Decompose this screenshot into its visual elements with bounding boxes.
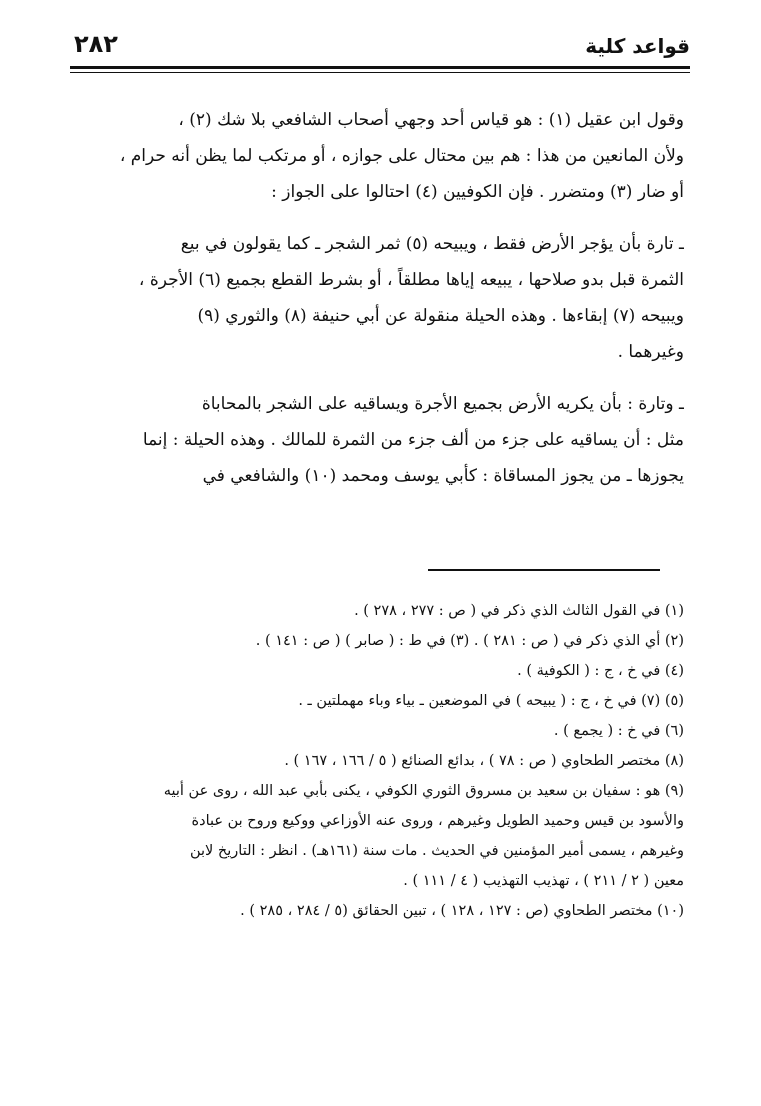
text-line: ولأن المانعين من هذا : هم بين محتال على جوازه ، أو مرتكب لما يظن أنه حرام ، (119, 146, 684, 166)
text-line: ـ وتارة : بأن يكريه الأرض بجميع الأجرة ويساقيه على الشجر بالمحاباة (201, 394, 684, 414)
footnote-9-cont: والأسود بن قيس وحميد الطويل وغيرهم ، وروى عنه الأوزاعي ووكيع وروح بن عبادة (191, 813, 684, 829)
page-number: ٢٨٢ (74, 30, 118, 58)
footnote-9-cont: وغيرهم ، يسمى أمير المؤمنين في الحديث . مات سنة (١٦١هـ) . انظر : التاريخ لابن (189, 843, 684, 859)
footnote-9: (٩) هو : سفيان بن سعيد بن مسروق الثوري الكوفي ، يكنى بأبي عبد الله ، روى عن أبيه (163, 783, 684, 799)
footnote-10: (١٠) مختصر الطحاوي (ص : ١٢٧ ، ١٢٨ ) ، تبين الحقائق (٥ / ٢٨٤ ، ٢٨٥ ) . (240, 903, 684, 919)
footnote-9-cont: معين ( ٢ / ٢١١ ) ، تهذيب التهذيب ( ٤ / ١١١ ) . (403, 873, 684, 889)
footnotes (84, 596, 684, 926)
text-line: ويبيحه (٧) إبقاءها . وهذه الحيلة منقولة عن أبي حنيفة (٨) والثوري (٩) (197, 306, 684, 326)
text-line: أو ضار (٣) ومتضرر . فإن الكوفيين (٤) احتالوا على الجواز : (271, 182, 684, 202)
running-title: قواعد كلية (585, 34, 690, 58)
text-line: الثمرة قبل بدو صلاحها ، يبيعه إياها مطلقاً ، أو بشرط القطع بجميع (٦) الأجرة ، (138, 270, 684, 290)
paragraph-3 (76, 386, 684, 494)
footnote-4: (٤) في خ ، ج : ( الكوفية ) . (517, 663, 684, 679)
footnote-8: (٨) مختصر الطحاوي ( ص : ٧٨ ) ، بدائع الصنائع ( ٥ / ١٦٦ ، ١٦٧ ) . (284, 753, 684, 769)
text-line: وغيرهما . (617, 342, 684, 362)
page-header (70, 28, 690, 74)
text-line: ـ تارة بأن يؤجر الأرض فقط ، ويبيحه (٥) ثمر الشجر ـ كما يقولون في بيع (180, 234, 684, 254)
text-line: يجوزها ـ من يجوز المساقاة : كأبي يوسف ومحمد (١٠) والشافعي في (202, 466, 684, 486)
header-rule-thick (70, 66, 690, 69)
footnote-1: (١) في القول الثالث الذي ذكر في ( ص : ٢٧٧ ، ٢٧٨ ) . (354, 603, 684, 619)
footnote-6: (٦) في خ : ( يجمع ) . (553, 723, 684, 739)
text-line: مثل : أن يساقيه على جزء من ألف جزء من الثمرة للمالك . وهذه الحيلة : إنما (142, 430, 684, 450)
text-line: وقول ابن عقيل (١) : هو قياس أحد وجهي أصحاب الشافعي بلا شك (٢) ، (178, 110, 684, 130)
footnote-2-3: (٢) أي الذي ذكر في ( ص : ٢٨١ ) . (٣) في ط : ( صابر ) ( ص : ١٤١ ) . (255, 633, 684, 649)
header-rule-thin (70, 72, 690, 73)
paragraph-1 (76, 102, 684, 210)
main-text (76, 102, 684, 510)
paragraph-2 (76, 226, 684, 370)
footnote-separator (428, 569, 660, 571)
footnote-5-7: (٥) (٧) في خ ، ج : ( يبيحه ) في الموضعين ـ بياء وباء مهملتين ـ . (298, 693, 684, 709)
